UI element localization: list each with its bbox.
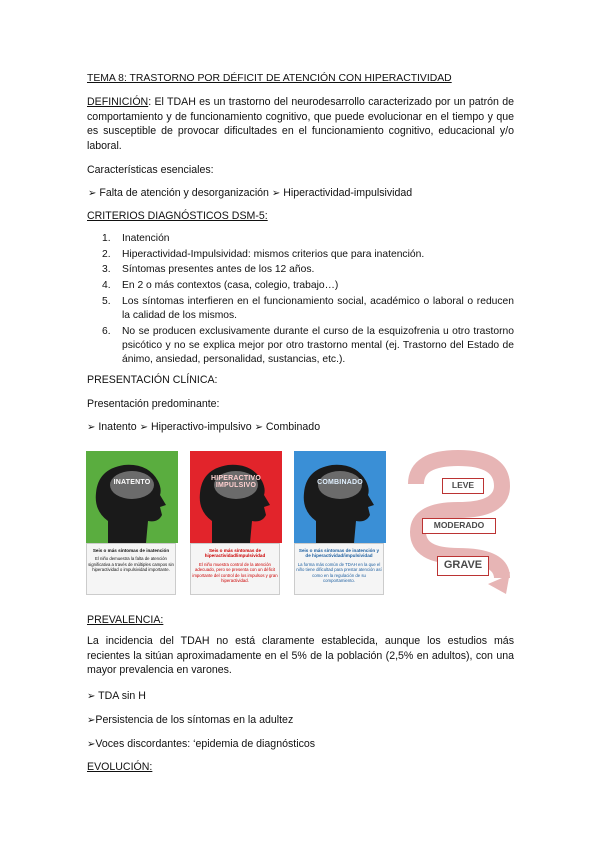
head-silhouette-icon: [190, 451, 282, 543]
arrow-icon: ➢: [87, 691, 96, 702]
head-silhouette-icon: [294, 451, 386, 543]
arrow-icon: ➢: [87, 715, 96, 726]
prevalence-item: [87, 713, 293, 728]
presentation-type: Inatento: [98, 421, 137, 433]
panel-description: [190, 543, 280, 595]
list-text: Los síntomas interfieren en el funcionamiento social, académico o laboral o reducen la calidad de los mismos.: [122, 295, 514, 322]
presentation-type: Hiperactivo-impulsivo: [150, 421, 252, 433]
panel-label: INATENTO: [113, 479, 151, 486]
severity-moderado: MODERADO: [422, 518, 496, 534]
list-number: 3.: [102, 264, 111, 276]
arrow-icon: ➢: [87, 739, 96, 750]
definition-text: : El TDAH es un trastorno del neurodesarrollo caracterizado por un patrón de comportamiento y de funcionamiento cognitivo, que puede evolucionar en el tiempo y que es susceptible de provocar dificultades en el funcionamiento cognitivo, educacional y/o laboral.: [87, 96, 514, 152]
list-text: Inatención: [122, 233, 170, 244]
panel-combined: [294, 451, 386, 597]
list-item: [87, 295, 514, 323]
panel-box-text: El niño demuestra la falta de atención significativa a través de múltiples campos sin hiperactividad o impulsividad importante.: [88, 556, 174, 573]
presentation-types: [87, 420, 320, 435]
evolution-heading: EVOLUCIÓN:: [87, 761, 153, 773]
panel-box-title: Seis o más síntomas de inatención y de hiperactividad/impulsividad: [298, 548, 380, 559]
panel-description: [294, 543, 384, 595]
adhd-presentation-figure: [84, 446, 516, 602]
prevalence-item-text: Voces discordantes: ‘epidemia de diagnósticos: [95, 738, 316, 750]
list-item: [87, 325, 514, 368]
definition-paragraph: [87, 95, 514, 153]
prevalence-item: [87, 689, 146, 704]
prevalence-item-text: TDA sin H: [98, 690, 146, 702]
criteria-list: [87, 232, 514, 369]
presentation-heading: PRESENTACIÓN CLÍNICA:: [87, 374, 218, 386]
characteristic-item: Falta de atención y desorganización: [99, 187, 269, 199]
head-silhouette-icon: [86, 451, 178, 543]
list-number: 4.: [102, 280, 111, 292]
prevalence-item: [87, 737, 315, 752]
severity-leve: LEVE: [442, 478, 484, 494]
list-number: 2.: [102, 248, 111, 260]
prevalence-paragraph: La incidencia del TDAH no está claramente establecida, aunque los estudios más recientes la sitúan aproximadamente en el 5% de la población (2,5% en adultos), con una mayor prevalencia en varones.: [87, 635, 514, 677]
panel-box-text: La forma más común de TDAH en la que el niño tiene dificultad para prestar atención así como en la regulación de su comportamiento.: [296, 561, 382, 584]
arrow-icon: ➢: [139, 422, 148, 433]
characteristics-line: [88, 186, 412, 201]
prevalence-item-text: Persistencia de los síntomas en la adultez: [95, 714, 294, 726]
panel-box-title: Seis o más síntomas de hiperactividad/impulsividad: [204, 548, 266, 559]
criteria-heading: CRITERIOS DIAGNÓSTICOS DSM-5:: [87, 210, 268, 222]
presentation-type: Combinado: [265, 421, 321, 433]
list-item: [87, 248, 514, 262]
presentation-subheading: Presentación predominante:: [87, 398, 220, 410]
arrow-icon: ➢: [254, 422, 263, 433]
list-item: [87, 263, 514, 277]
arrow-icon: ➢: [88, 188, 97, 199]
panel-description: [86, 543, 176, 595]
characteristics-heading: Características esenciales:: [87, 164, 214, 176]
severity-grave: GRAVE: [437, 556, 489, 576]
list-text: En 2 o más contextos (casa, colegio, trabajo…): [122, 280, 339, 292]
panel-label: COMBINADO: [317, 479, 363, 486]
definition-label: DEFINICIÓN: [87, 96, 149, 108]
prevalence-heading: PREVALENCIA:: [87, 614, 164, 626]
arrow-icon: ➢: [87, 422, 96, 433]
list-number: 1.: [102, 233, 111, 244]
panel-hyperactive: [190, 451, 282, 597]
page-title: TEMA 8: TRASTORNO POR DÉFICIT DE ATENCIÓN CON HIPERACTIVIDAD: [87, 73, 452, 84]
list-number: 5.: [102, 295, 111, 307]
list-number: 6.: [102, 325, 111, 337]
panel-inattentive: [86, 451, 178, 597]
panel-label: HIPERACTIVO IMPULSIVO: [210, 475, 262, 489]
list-text: Síntomas presentes antes de los 12 años.: [122, 264, 315, 276]
panel-box-text: El niño muestra control de la atención adecuado, pero se presenta con un déficit importante del control de los impulsos y gran hiperactividad.: [192, 561, 278, 584]
list-item: [87, 279, 514, 293]
list-item: [87, 232, 514, 246]
characteristic-item: Hiperactividad-impulsividad: [283, 187, 413, 199]
list-text: No se producen exclusivamente durante el curso de la esquizofrenia u otro trastorno psicótico y no se explica mejor por otro trastorno mental (ej. Trastorno del Estado de ánimo, ansiedad, personalidad, sustancias, etc.).: [122, 325, 514, 366]
list-text: Hiperactividad-Impulsividad: mismos criterios que para inatención.: [122, 248, 425, 260]
arrow-icon: ➢: [271, 188, 281, 199]
panel-box-title: Seis o más síntomas de inatención: [92, 548, 170, 553]
